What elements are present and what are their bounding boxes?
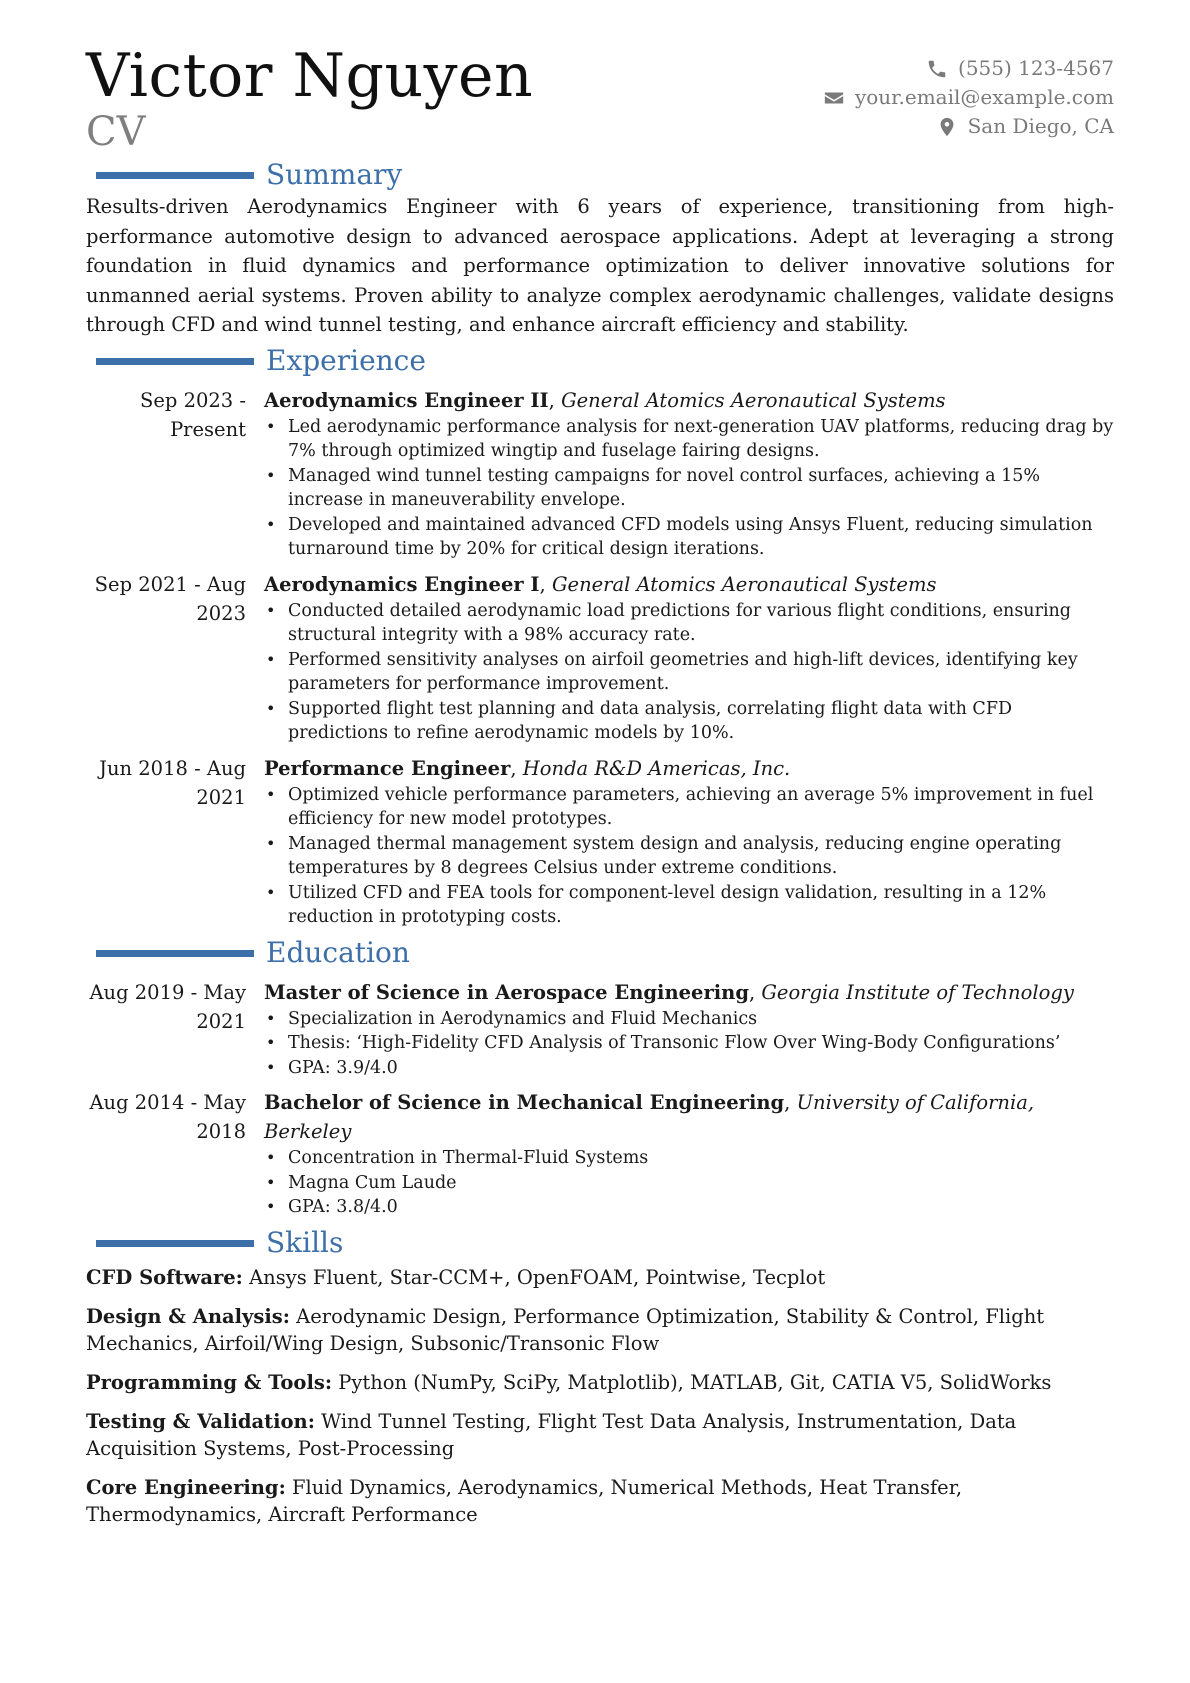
section-title: Skills	[266, 1225, 344, 1259]
resume-header	[86, 40, 1114, 158]
skill-label: Testing & Validation:	[86, 1409, 315, 1433]
bullet-item: • Managed thermal management system design and analysis, reducing engine operating temperatures by 8 degrees Celsius under extreme conditions.	[286, 832, 1114, 881]
bullet-item: • Thesis: ‘High-Fidelity CFD Analysis of Transonic Flow Over Wing-Body Configurations’	[286, 1031, 1114, 1056]
map-pin-icon	[936, 116, 958, 138]
entry-bullets	[264, 1146, 1114, 1220]
document-subtitle: CV	[86, 109, 146, 155]
skill-row	[86, 1408, 1114, 1462]
bullet-item: • Performed sensitivity analyses on airfoil geometries and high-lift devices, identifying key parameters for performance improvement.	[286, 648, 1114, 697]
section-title: Summary	[266, 158, 403, 191]
bullet-item: • Supported flight test planning and data analysis, correlating flight data with CFD predictions to refine aerodynamic models by 10%.	[286, 697, 1114, 746]
bullet-item: • Optimized vehicle performance parameters, achieving an average 5% improvement in fuel efficiency for new model prototypes.	[286, 783, 1114, 832]
candidate-name: Victor Nguyen	[86, 41, 534, 111]
job-title: Aerodynamics Engineer I	[264, 572, 540, 596]
skill-row	[86, 1474, 1114, 1528]
entry-bullets	[264, 1007, 1114, 1081]
experience-entry	[86, 570, 1114, 746]
skill-label: Design & Analysis:	[86, 1304, 290, 1328]
skill-label: Programming & Tools:	[86, 1370, 333, 1394]
skill-row	[86, 1303, 1114, 1357]
location: San Diego, CA	[967, 114, 1114, 138]
entry-title: Aerodynamics Engineer I, General Atomics Aeronautical Systems	[264, 572, 937, 596]
bullet-item: • Concentration in Thermal-Fluid Systems	[286, 1146, 1114, 1171]
entry-date: Jun 2018 - Aug 2021	[99, 756, 246, 809]
skill-values: Python (NumPy, SciPy, Matplotlib), MATLAB, Git, CATIA V5, SolidWorks	[338, 1370, 1052, 1394]
skill-row	[86, 1369, 1114, 1396]
section-rule	[96, 172, 254, 179]
employer: General Atomics Aeronautical Systems	[551, 572, 937, 596]
bullet-item: • GPA: 3.8/4.0	[286, 1195, 1114, 1220]
entry-title: Bachelor of Science in Mechanical Engineering, University of California, Berkeley	[264, 1091, 1035, 1143]
degree: Master of Science in Aerospace Engineering	[264, 980, 749, 1004]
entry-date: Aug 2014 - May 2018	[89, 1091, 246, 1143]
employer: Honda R&D Americas, Inc.	[522, 756, 791, 780]
education-entry	[86, 1088, 1114, 1220]
skills-heading	[86, 1226, 1114, 1260]
contact-info	[823, 54, 1114, 141]
skill-label: Core Engineering:	[86, 1475, 286, 1499]
section-title: Experience	[266, 343, 426, 377]
envelope-icon	[823, 87, 845, 109]
bullet-item: • Conducted detailed aerodynamic load predictions for various flight conditions, ensuring structural integrity with a 98% accuracy rate.	[286, 599, 1114, 648]
bullet-item: • Specialization in Aerodynamics and Fluid Mechanics	[286, 1007, 1114, 1032]
entry-date: Sep 2021 - Aug 2023	[94, 572, 246, 625]
experience-heading	[86, 344, 1114, 378]
section-rule	[96, 950, 254, 957]
bullet-item: • Developed and maintained advanced CFD models using Ansys Fluent, reducing simulation turnaround time by 20% for critical design iterations.	[286, 513, 1114, 562]
contact-phone	[823, 54, 1114, 83]
section-title: Education	[266, 935, 410, 969]
contact-location	[823, 112, 1114, 141]
bullet-item: • Managed wind tunnel testing campaigns for novel control surfaces, achieving a 15% increase in maneuverability envelope.	[286, 464, 1114, 513]
resume-page	[86, 40, 1114, 1540]
job-title: Aerodynamics Engineer II	[264, 388, 549, 412]
phone-number[interactable]: (555) 123-4567	[958, 56, 1114, 80]
entry-date: Sep 2023 - Present	[140, 388, 246, 441]
skills-list	[86, 1264, 1114, 1528]
bullet-item: • Utilized CFD and FEA tools for component-level design validation, resulting in a 12% reduction in prototyping costs.	[286, 881, 1114, 930]
bullet-item: • Magna Cum Laude	[286, 1171, 1114, 1196]
contact-email	[823, 83, 1114, 112]
entry-bullets	[264, 783, 1114, 930]
job-title: Performance Engineer	[264, 756, 511, 780]
section-rule	[96, 1240, 254, 1247]
skill-values: Ansys Fluent, Star-CCM+, OpenFOAM, Pointwise, Tecplot	[249, 1265, 826, 1289]
experience-entry	[86, 754, 1114, 930]
entry-title: Performance Engineer, Honda R&D Americas, Inc.	[264, 756, 791, 780]
summary-heading	[86, 158, 1114, 192]
institution: Georgia Institute of Technology	[761, 980, 1074, 1004]
skill-values: Wind Tunnel Testing, Flight Test Data Analysis, Instrumentation, Data Acquisition Systems, Post-Processing	[86, 1409, 1017, 1460]
employer: General Atomics Aeronautical Systems	[561, 388, 946, 412]
skill-values: Fluid Dynamics, Aerodynamics, Numerical Methods, Heat Transfer, Thermodynamics, Aircraft Performance	[86, 1475, 963, 1526]
entry-date: Aug 2019 - May 2021	[89, 980, 246, 1033]
entry-bullets	[264, 599, 1114, 746]
skill-label: CFD Software:	[86, 1265, 243, 1289]
bullet-item: • Led aerodynamic performance analysis for next-generation UAV platforms, reducing drag by 7% through optimized wingtip and fuselage fairing designs.	[286, 415, 1114, 464]
email-address[interactable]: your.email@example.com	[854, 85, 1114, 109]
summary-text: Results-driven Aerodynamics Engineer with 6 years of experience, transitioning from high-performance automotive design to advanced aerospace applications. Adept at leveraging a strong foundation in fluid dynamics and performance optimization to deliver innovative solutions for unmanned aerial systems. Proven ability to analyze complex aerodynamic challenges, validate designs through CFD and wind tunnel testing, and enhance aircraft efficiency and stability.	[86, 195, 1114, 336]
entry-title: Aerodynamics Engineer II, General Atomics Aeronautical Systems	[264, 388, 946, 412]
section-rule	[96, 358, 254, 365]
degree: Bachelor of Science in Mechanical Engineering	[264, 1091, 785, 1114]
bullet-item: • GPA: 3.9/4.0	[286, 1056, 1114, 1081]
institution: University of California, Berkeley	[264, 1091, 1035, 1143]
entry-title: Master of Science in Aerospace Engineering, Georgia Institute of Technology	[264, 980, 1074, 1004]
experience-entry	[86, 386, 1114, 562]
skill-row	[86, 1264, 1114, 1291]
education-heading	[86, 936, 1114, 970]
phone-icon	[926, 58, 948, 80]
entry-bullets	[264, 415, 1114, 562]
education-entry	[86, 978, 1114, 1081]
skill-values: Aerodynamic Design, Performance Optimization, Stability & Control, Flight Mechanics, Airfoil/Wing Design, Subsonic/Transonic Flow	[86, 1304, 1045, 1355]
